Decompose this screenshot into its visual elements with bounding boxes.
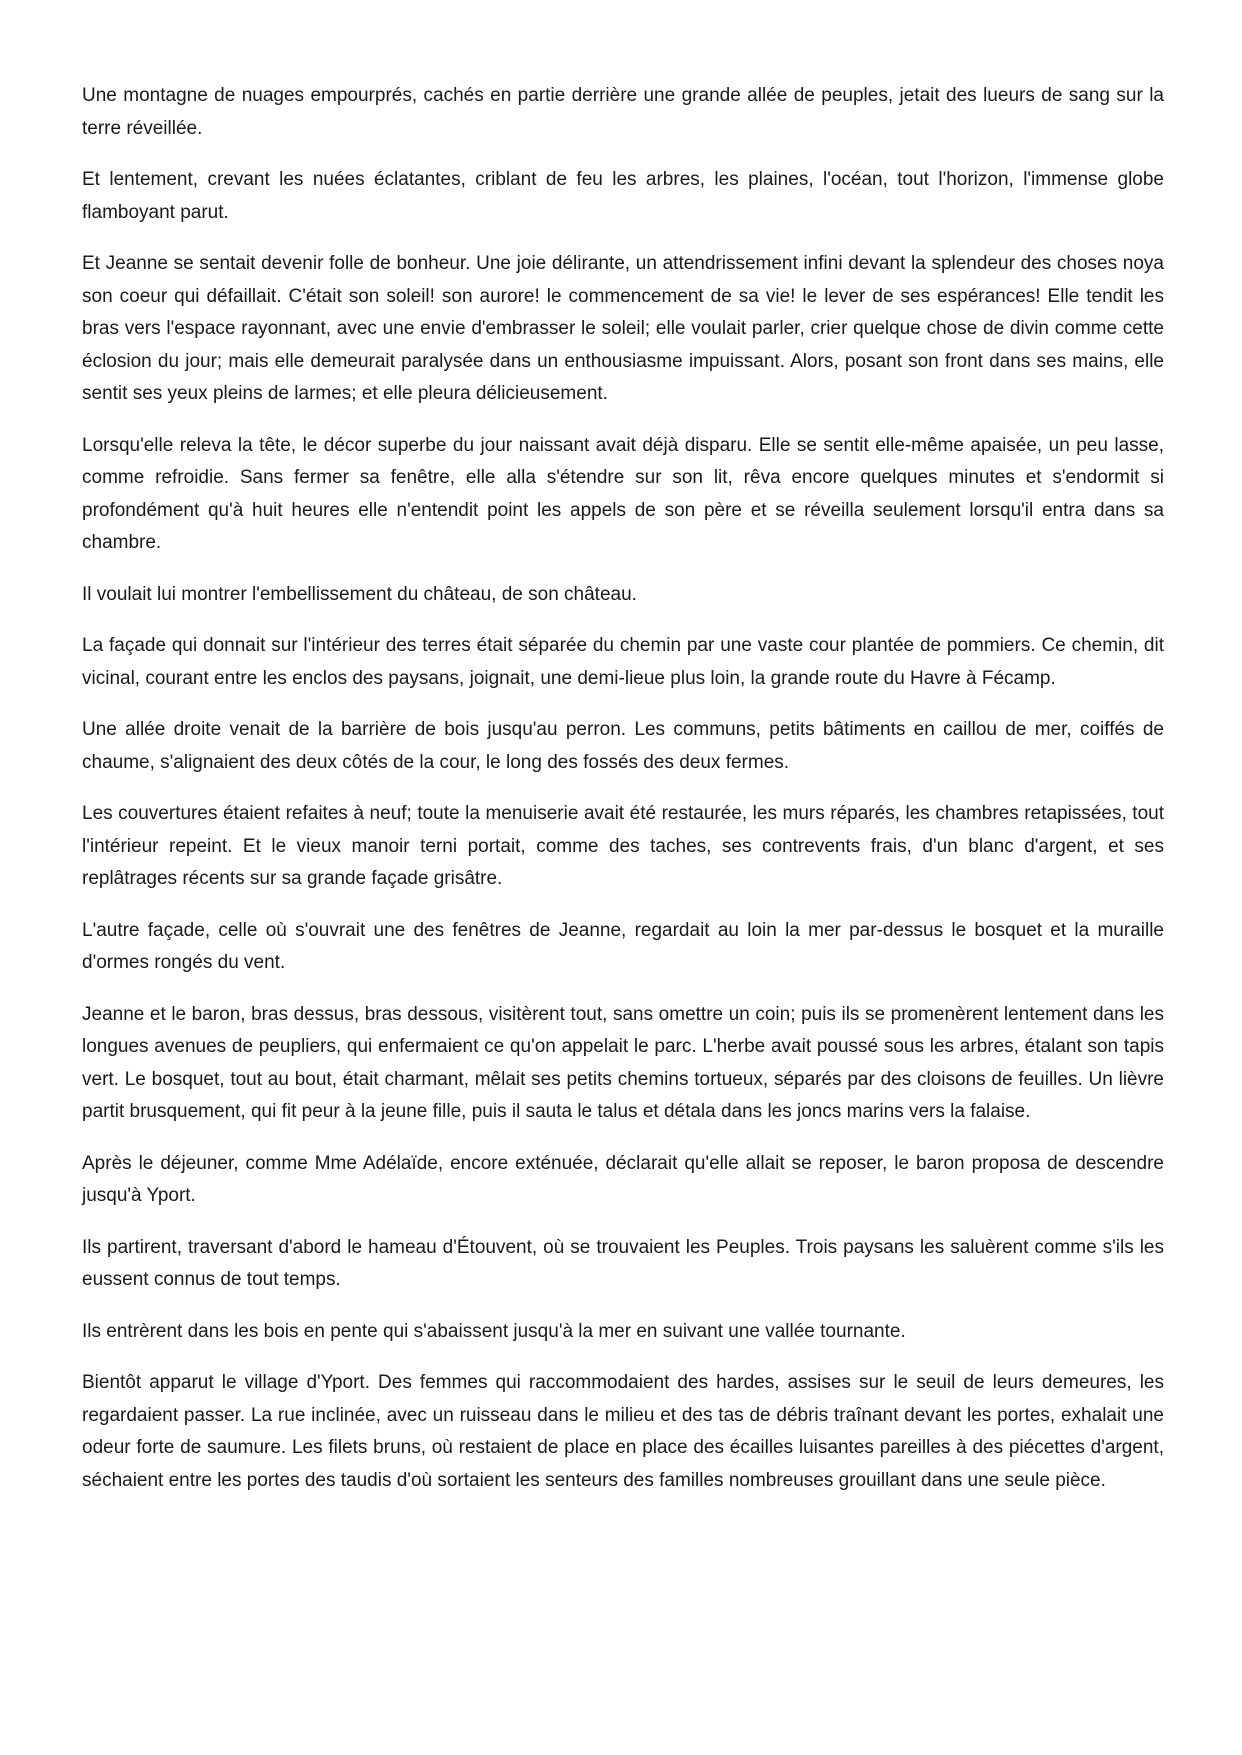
paragraph-2: Et lentement, crevant les nuées éclatantes, criblant de feu les arbres, les plaines, l'océan, tout l'horizon, l'immense globe flamboyant parut.: [82, 169, 1164, 223]
paragraph-11: Après le déjeuner, comme Mme Adélaïde, encore exténuée, déclarait qu'elle allait se reposer, le baron proposa de descendre jusqu'à Yport.: [82, 1152, 1164, 1206]
paragraph-3: Et Jeanne se sentait devenir folle de bonheur. Une joie délirante, un attendrissement infini devant la splendeur des choses noya son coeur qui défaillait. C'était son soleil! son aurore! le commencement de sa vie! le lever de ses espérances! Elle tendit les bras vers l'espace rayonnant, avec une envie d'embrasser le soleil; elle voulait parler, crier quelque chose de divin comme cette éclosion du jour; mais elle demeurait paralysée dans un enthousiasme impuissant. Alors, posant son front dans ses mains, elle sentit ses yeux pleins de larmes; et elle pleura délicieusement.: [82, 253, 1164, 404]
document-page: [82, 80, 1164, 1516]
paragraph-13: Ils entrèrent dans les bois en pente qui s'abaissent jusqu'à la mer en suivant une vallée tournante.: [82, 1320, 906, 1342]
paragraph-9: L'autre façade, celle où s'ouvrait une des fenêtres de Jeanne, regardait au loin la mer par-dessus le bosquet et la muraille d'ormes rongés du vent.: [82, 919, 1164, 973]
paragraph-5: Il voulait lui montrer l'embellissement du château, de son château.: [82, 583, 637, 605]
paragraph-8: Les couvertures étaient refaites à neuf; toute la menuiserie avait été restaurée, les murs réparés, les chambres retapissées, tout l'intérieur repeint. Et le vieux manoir terni portait, comme des taches, ses contrevents frais, d'un blanc d'argent, et ses replâtrages récents sur sa grande façade grisâtre.: [82, 803, 1164, 889]
paragraph-6: La façade qui donnait sur l'intérieur des terres était séparée du chemin par une vaste cour plantée de pommiers. Ce chemin, dit vicinal, courant entre les enclos des paysans, joignait, une demi-lieue plus loin, la grande route du Havre à Fécamp.: [82, 635, 1164, 689]
paragraph-4: Lorsqu'elle releva la tête, le décor superbe du jour naissant avait déjà disparu. Elle se sentit elle-même apaisée, un peu lasse, comme refroidie. Sans fermer sa fenêtre, elle alla s'étendre sur son lit, rêva encore quelques minutes et s'endormit si profondément qu'à huit heures elle n'entendit point les appels de son père et se réveilla seulement lorsqu'il entra dans sa chambre.: [82, 434, 1164, 553]
paragraph-7: Une allée droite venait de la barrière de bois jusqu'au perron. Les communs, petits bâtiments en caillou de mer, coiffés de chaume, s'alignaient des deux côtés de la cour, le long des fossés des deux fermes.: [82, 719, 1164, 773]
paragraph-1: Une montagne de nuages empourprés, cachés en partie derrière une grande allée de peuples, jetait des lueurs de sang sur la terre réveillée.: [82, 85, 1164, 139]
paragraph-14: Bientôt apparut le village d'Yport. Des femmes qui raccommodaient des hardes, assises sur le seuil de leurs demeures, les regardaient passer. La rue inclinée, avec un ruisseau dans le milieu et des tas de débris traînant devant les portes, exhalait une odeur forte de saumure. Les filets bruns, où restaient de place en place des écailles luisantes pareilles à des piécettes d'argent, séchaient entre les portes des taudis d'où sortaient les senteurs des familles nombreuses grouillant dans une seule pièce.: [82, 1372, 1164, 1491]
paragraph-10: Jeanne et le baron, bras dessus, bras dessous, visitèrent tout, sans omettre un coin; puis ils se promenèrent lentement dans les longues avenues de peupliers, qui enfermaient ce qu'on appelait le parc. L'herbe avait poussé sous les arbres, étalant son tapis vert. Le bosquet, tout au bout, était charmant, mêlait ses petits chemins tortueux, séparés par des cloisons de feuilles. Un lièvre partit brusquement, qui fit peur à la jeune fille, puis il sauta le talus et détala dans les joncs marins vers la falaise.: [82, 1003, 1164, 1122]
paragraph-12: Ils partirent, traversant d'abord le hameau d'Étouvent, où se trouvaient les Peuples. Trois paysans les saluèrent comme s'ils les eussent connus de tout temps.: [82, 1236, 1164, 1290]
